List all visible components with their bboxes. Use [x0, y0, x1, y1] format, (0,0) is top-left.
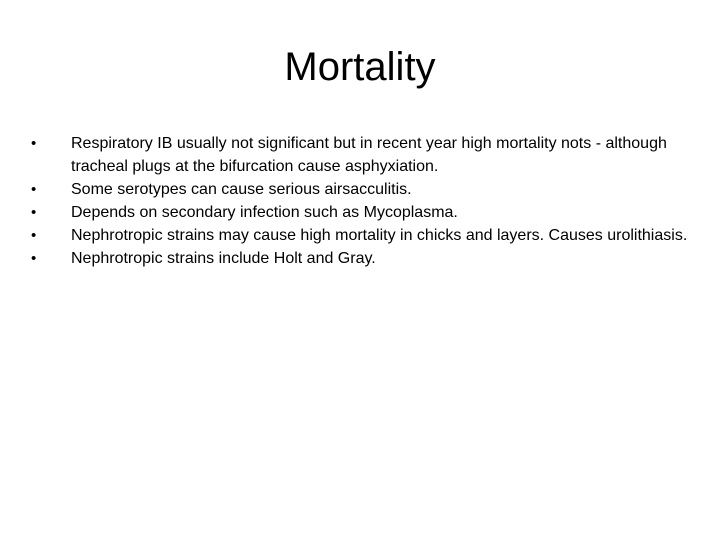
bullet-marker: • [31, 250, 37, 267]
bullet-marker: • [31, 204, 37, 221]
bullet-text: Nephrotropic strains include Holt and Gray. [71, 250, 376, 267]
bullet-item [31, 178, 691, 201]
slide-title: Mortality [284, 45, 436, 89]
bullet-text: Nephrotropic strains may cause high mortality in chicks and layers. Causes urolithiasis. [71, 227, 688, 244]
bullet-marker: • [31, 227, 37, 244]
bullet-text: Some serotypes can cause serious airsacculitis. [71, 181, 412, 198]
bullet-marker: • [31, 181, 37, 198]
bullet-item [31, 132, 691, 178]
bullet-item [31, 224, 691, 247]
bullet-item [31, 201, 691, 224]
bullet-marker: • [31, 135, 37, 152]
bullet-list [31, 132, 691, 270]
bullet-item [31, 247, 691, 270]
bullet-text: Respiratory IB usually not significant but in recent year high mortality nots - although tracheal plugs at the bifurcation cause asphyxiation. [71, 135, 667, 175]
bullet-text: Depends on secondary infection such as Mycoplasma. [71, 204, 458, 221]
